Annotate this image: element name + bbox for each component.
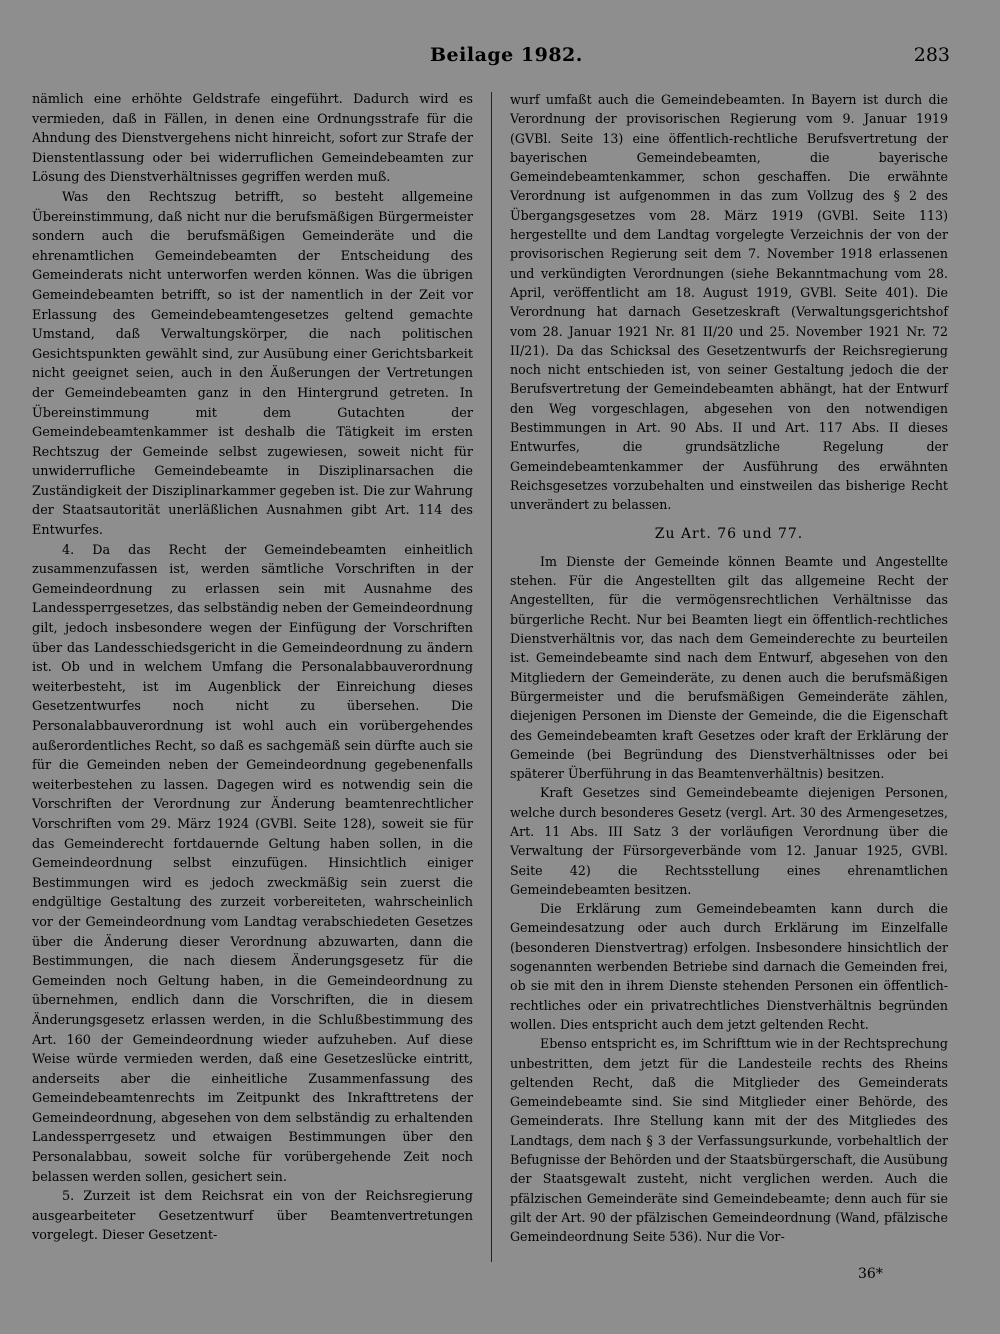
paragraph: 4. Da das Recht der Gemeindebeamten einheitlich zusammenzufassen ist, werden sämtliche Vorschriften in der Gemeindeordnung zu erlassen sein mit Ausnahme des Landessperrgesetzes, das selbständig neben der Gemeindeordnung gilt, jedoch insbesondere wegen der Einfügung der Vorschriften über das Landesschiedsgericht in die Gemeindeordnung zu ändern ist. Ob und in welchem Umfang die Personalabbauverordnung weiterbesteht, ist im Augenblick der Einreichung dieses Gesetzentwurfes noch nicht zu übersehen. Die Personalabbauverordnung ist wohl auch ein vorübergehendes außerordentliches Recht, so daß es sachgemäß sein dürfte auch sie für die Gemeinden neben der Gemeindeordnung gegebenenfalls weiterbestehen zu lassen. Dagegen wird es notwendig sein die Vorschriften der Verordnung zur Änderung beamtenrechtlicher Vorschriften vom 29. März 1924 (GVBl. Seite 128), soweit sie für das Gemeinderecht fortdauernde Geltung haben sollen, in die Gemeindeordnung selbst einzufügen. Hinsichtlich einiger Bestimmungen wird es jedoch zweckmäßig sein zuerst die endgültige Gestaltung des zurzeit vorbereiteten, wahrscheinlich vor der Gemeindeordnung vom Landtag verabschiedeten Gesetzes über die Änderung dieser Verordnung abzuwarten, dann die Bestimmungen, die nach diesem Änderungsgesetz für die Gemeinden noch Geltung haben, in die Gemeindeordnung zu übernehmen, endlich dann die Vorschriften, die in diesem Änderungsgesetz erlassen werden, in die Schlußbestimmung des Art. 160 der Gemeindeordnung wieder aufzuheben. Auf diese Weise würde vermieden werden, daß eine Gesetzeslücke eintritt, anderseits aber die einheitliche Zusammenfassung des Gemeindebeamtenrechts im Zeitpunkt des Inkrafttretens der Gemeindeordnung, abgesehen von dem selbständig zu erhaltenden Landessperrgesetz und etwaigen Bestimmungen über den Personalabbau, soweit solche für vorübergehende Zeit noch belassen werden sollen, gesichert sein. — [32, 542, 473, 1185]
paragraph: Ebenso entspricht es, im Schrifttum wie in der Rechtsprechung unbestritten, dem jetzt für die Landesteile rechts des Rheins geltenden Recht, daß die Mitglieder des Gemeinderats Gemeindebeamte sind. Sie sind Mitglieder einer Behörde, des Gemeinderats. Ihre Stellung kann mit der des Mitgliedes des Landtags, dem nach § 3 der Verfassungsurkunde, vorbehaltlich der Befugnisse der Behörden und der Staatsbürgerschaft, die Ausübung der Staatsgewalt zusteht, nicht verglichen werden. Auch die pfälzischen Gemeinderäte sind Gemeindebeamte; denn auch für sie gilt der Art. 90 der pfälzischen Gemeindeordnung (Wand, pfälzische Gemeindeordnung Seite 536). Nur die Vor- — [510, 1036, 948, 1245]
paragraph: Was den Rechtszug betrifft, so besteht allgemeine Übereinstimmung, daß nicht nur die berufsmäßigen Bürgermeister sondern auch die berufsmäßigen Gemeinderäte und die ehrenamtlichen Gemeindebeamten der Entscheidung des Gemeinderats nicht unterworfen werden können. Was die übrigen Gemeindebeamten betrifft, so ist der namentlich in der Zeit vor Erlassung des Gemeindebeamtengesetzes geltend gemachte Umstand, daß Verwaltungskörper, die nach politischen Gesichtspunkten gewählt sind, zur Ausübung einer Gerichtsbarkeit nicht geeignet seien, auch in den Äußerungen der Vertretungen der Gemeindebeamten ganz in den Hintergrund getreten. In Übereinstimmung mit dem Gutachten der Gemeindebeamtenkammer ist deshalb die Tätigkeit im ersten Rechtszug der Gemeinde selbst zugewiesen, soweit nicht für unwiderrufliche Gemeindebeamte in Disziplinarsachen die Zuständigkeit der Disziplinarkammer gegeben ist. Die zur Wahrung der Staatsautorität unerläßlichen Ausnahmen gibt Art. 114 des Entwurfes. — [32, 189, 473, 539]
paragraph: Die Erklärung zum Gemeindebeamten kann durch die Gemeindesatzung oder auch durch Erklärung im Einzelfalle (besonderen Dienstvertrag) erfolgen. Insbesondere hinsichtlich der sogenannten werbenden Betriebe sind darnach die Gemeinden frei, ob sie mit den in ihrem Dienste stehenden Personen ein öffentlich-rechtliches oder ein privatrechtliches Dienstverhältnis begründen wollen. Dies entspricht auch dem jetzt geltenden Recht. — [510, 901, 948, 1032]
column-divider — [491, 92, 492, 1262]
section-heading: Zu Art. 76 und 77. — [654, 525, 804, 542]
page-number: 283 — [913, 44, 950, 66]
paragraph: Kraft Gesetzes sind Gemeindebeamte diejenigen Personen, welche durch besonderes Gesetz (vergl. Art. 30 des Armengesetzes, Art. 11 Abs. III Satz 3 der vorläufigen Verordnung über die Verwaltung der Fürsorgeverbände vom 12. Januar 1925, GVBl. Seite 42) die Rechtsstellung eines ehrenamtlichen Gemeindebeamten besitzen. — [510, 785, 948, 897]
page-header — [0, 44, 1000, 74]
paragraph: 5. Zurzeit ist dem Reichsrat ein von der Reichsregierung ausgearbeiteter Gesetzentwurf über Beamtenvertretungen vorgelegt. Dieser Gesetzent- — [32, 1189, 473, 1244]
left-column — [32, 90, 473, 1246]
paragraph: wurf umfaßt auch die Gemeindebeamten. In Bayern ist durch die Verordnung der provisorischen Regierung vom 9. Januar 1919 (GVBl. Seite 13) eine öffentlich-rechtliche Berufsvertretung der bayerischen Gemeindebeamten, die bayerische Gemeindebeamtenkammer, schon geschaffen. Die erwähnte Verordnung ist aufgenommen in das zum Vollzug des § 2 des Übergangsgesetzes vom 28. März 1919 (GVBl. Seite 113) hergestellte und dem Landtag vorgelegte Verzeichnis der von der provisorischen Regierung seit dem 7. November 1918 erlassenen und verkündigten Verordnungen (siehe Bekanntmachung vom 28. April, veröffentlicht am 18. August 1919, GVBl. Seite 401). Die Verordnung hat darnach Gesetzeskraft (Verwaltungsgerichtshof vom 28. Januar 1921 Nr. 81 II/20 und 25. November 1921 Nr. 72 II/21). Da das Schicksal des Gesetzentwurfs der Reichsregierung noch nicht entschieden ist, von seiner Gestaltung jedoch die der Berufsvertretung der Gemeindebeamten abhängt, hat der Entwurf den Weg vorgeschlagen, abgesehen von den notwendigen Bestimmungen in Art. 90 Abs. II und Art. 117 Abs. II dieses Entwurfes, die grundsätzliche Regelung der Gemeindebeamtenkammer der Ausführung des erwähnten Reichsgesetzes vorzubehalten und einstweilen das bisherige Recht unverändert zu belassen. — [510, 92, 948, 513]
header-title: Beilage 1982. — [430, 44, 583, 66]
sheet-signature: 36* — [858, 1266, 883, 1282]
right-column — [510, 90, 948, 1247]
paragraph: Im Dienste der Gemeinde können Beamte und Angestellte stehen. Für die Angestellten gilt das allgemeine Recht der Angestellten, für die vermögensrechtlichen Verhältnisse das bürgerliche Recht. Nur bei Beamten liegt ein öffentlich-rechtliches Dienstverhältnis vor, das nach dem Gemeinderechte zu beurteilen ist. Gemeindebeamte sind nach dem Entwurf, abgesehen von den Mitgliedern der Gemeinderäte, zu denen auch die berufsmäßigen Bürgermeister und die berufsmäßigen Gemeinderäte zählen, diejenigen Personen im Dienste der Gemeinde, die die Eigenschaft des Gemeindebeamten kraft Gesetzes oder kraft der Erklärung der Gemeinde (bei Begründung des Dienstverhältnisses oder bei späterer Überführung in das Beamtenverhältnis) besitzen. — [510, 553, 948, 782]
paragraph: nämlich eine erhöhte Geldstrafe eingeführt. Dadurch wird es vermieden, daß in Fällen, in denen eine Ordnungsstrafe für die Ahndung des Dienstvergehens nicht hinreicht, sofort zur Strafe der Dienstentlassung oder bei widerruflichen Gemeindebeamten zur Lösung des Dienstverhältnisses gegriffen werden muß. — [32, 92, 473, 186]
